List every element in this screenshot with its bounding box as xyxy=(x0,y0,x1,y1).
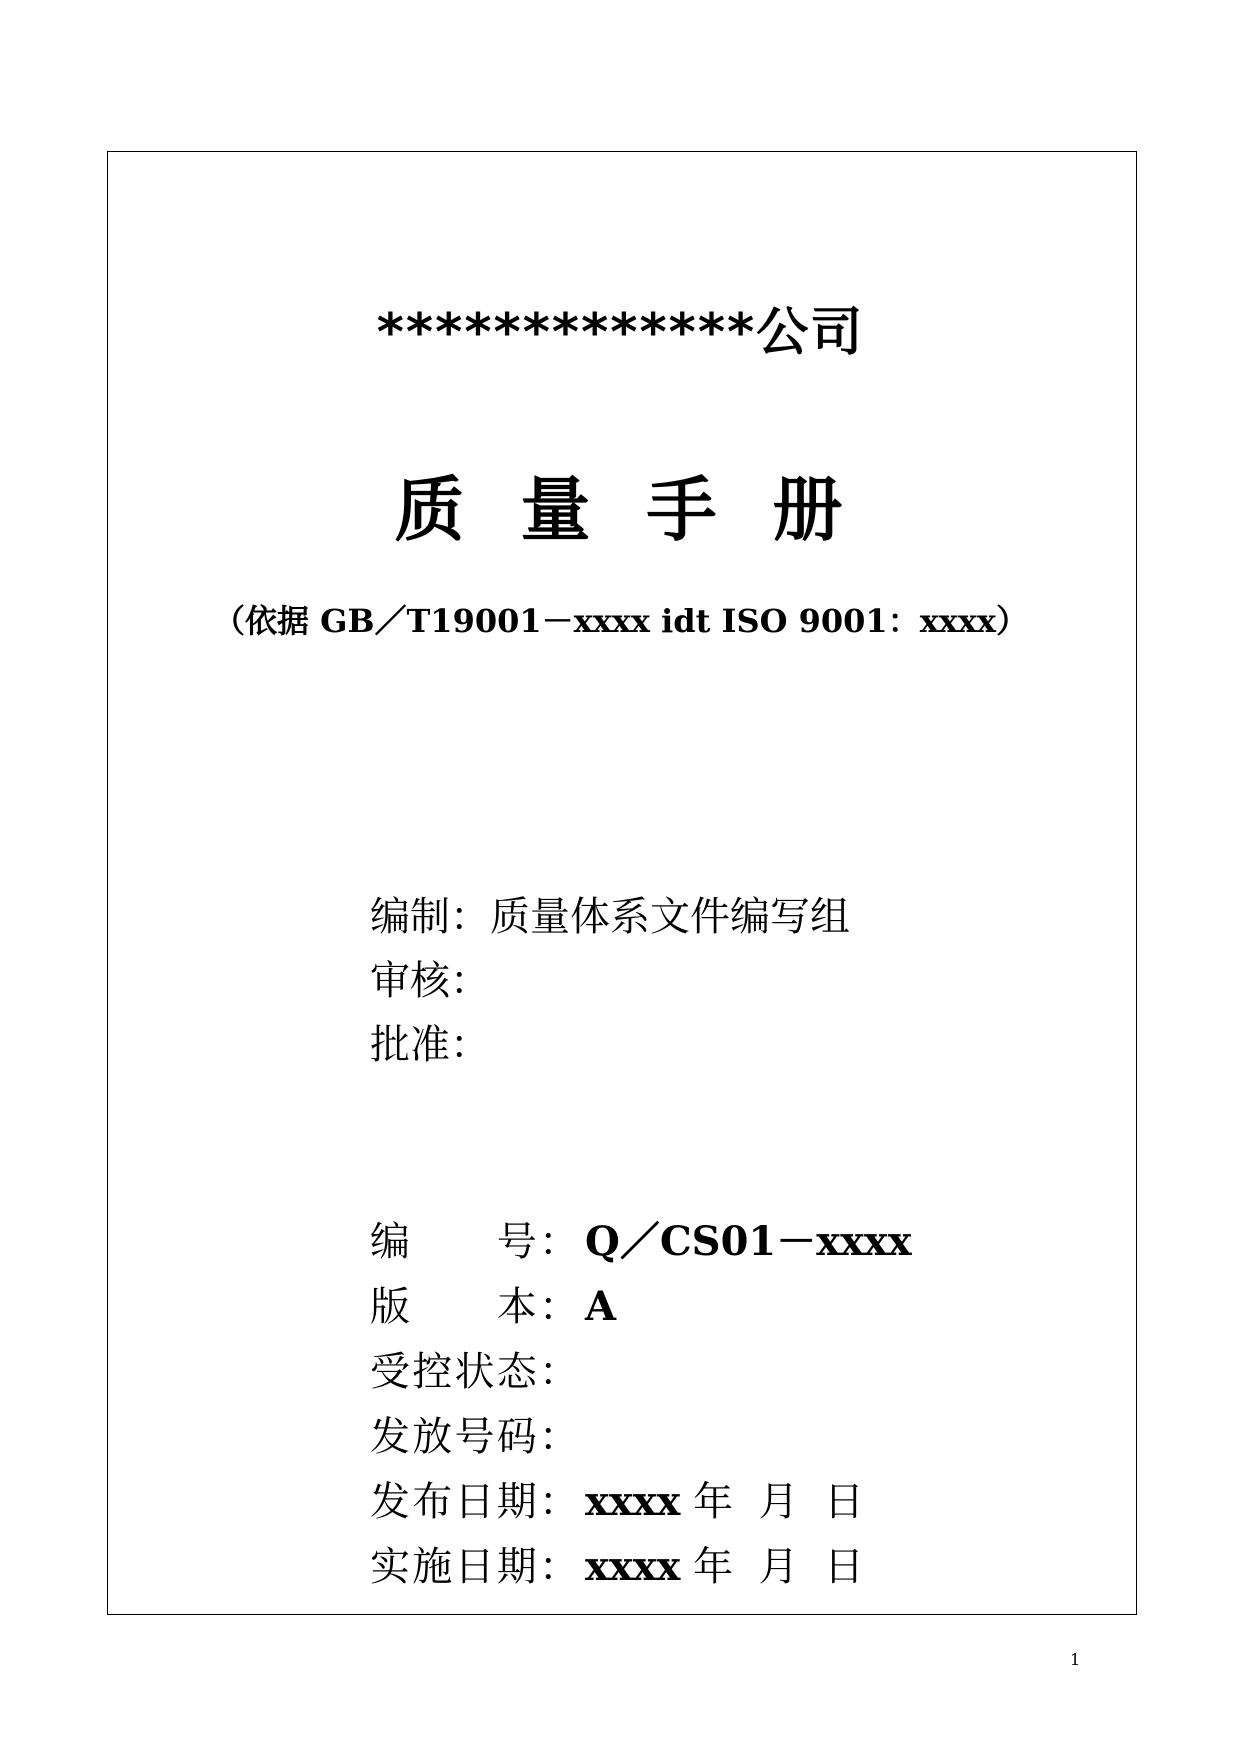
manual-title xyxy=(0,465,1241,555)
number-label: 编 号： xyxy=(370,1219,579,1265)
issue-number-row xyxy=(370,1405,912,1470)
version-value: A xyxy=(585,1283,617,1330)
control-status-row xyxy=(370,1340,912,1405)
compiled-label: 编制： xyxy=(370,894,490,940)
title-char-1: 质 xyxy=(394,469,469,551)
version-row xyxy=(370,1275,912,1340)
approved-row xyxy=(370,1013,850,1077)
effective-date-suffix: 年 月 日 xyxy=(680,1544,864,1590)
effective-date-label: 实施日期： xyxy=(370,1544,579,1590)
title-char-4: 册 xyxy=(772,469,847,551)
title-char-2: 量 xyxy=(520,469,595,551)
reviewed-label: 审核： xyxy=(370,958,490,1004)
approved-label: 批准： xyxy=(370,1022,490,1068)
issue-number-label: 发放号码： xyxy=(370,1414,579,1460)
title-char-3: 手 xyxy=(646,469,721,551)
compiled-value: 质量体系文件编写组 xyxy=(490,894,850,940)
number-row xyxy=(370,1210,912,1275)
standard-basis: （依据 GB／T19001－xxxx idt ISO 9001：xxxx） xyxy=(212,602,1029,640)
release-date-row xyxy=(370,1470,912,1535)
reviewed-row xyxy=(370,949,850,1013)
company-name: *************公司 xyxy=(376,303,865,363)
number-value: Q／CS01－xxxx xyxy=(585,1218,912,1265)
release-year: xxxx xyxy=(585,1478,681,1525)
release-date-suffix: 年 月 日 xyxy=(680,1479,864,1525)
effective-year: xxxx xyxy=(585,1543,681,1590)
page-number: 1 xyxy=(1070,1650,1081,1669)
compiled-row xyxy=(370,885,850,949)
control-status-label: 受控状态： xyxy=(370,1349,579,1395)
approval-block xyxy=(370,885,850,1077)
effective-date-row xyxy=(370,1535,912,1600)
release-date-label: 发布日期： xyxy=(370,1479,579,1525)
version-label: 版 本： xyxy=(370,1284,579,1330)
document-info-block xyxy=(370,1210,912,1600)
